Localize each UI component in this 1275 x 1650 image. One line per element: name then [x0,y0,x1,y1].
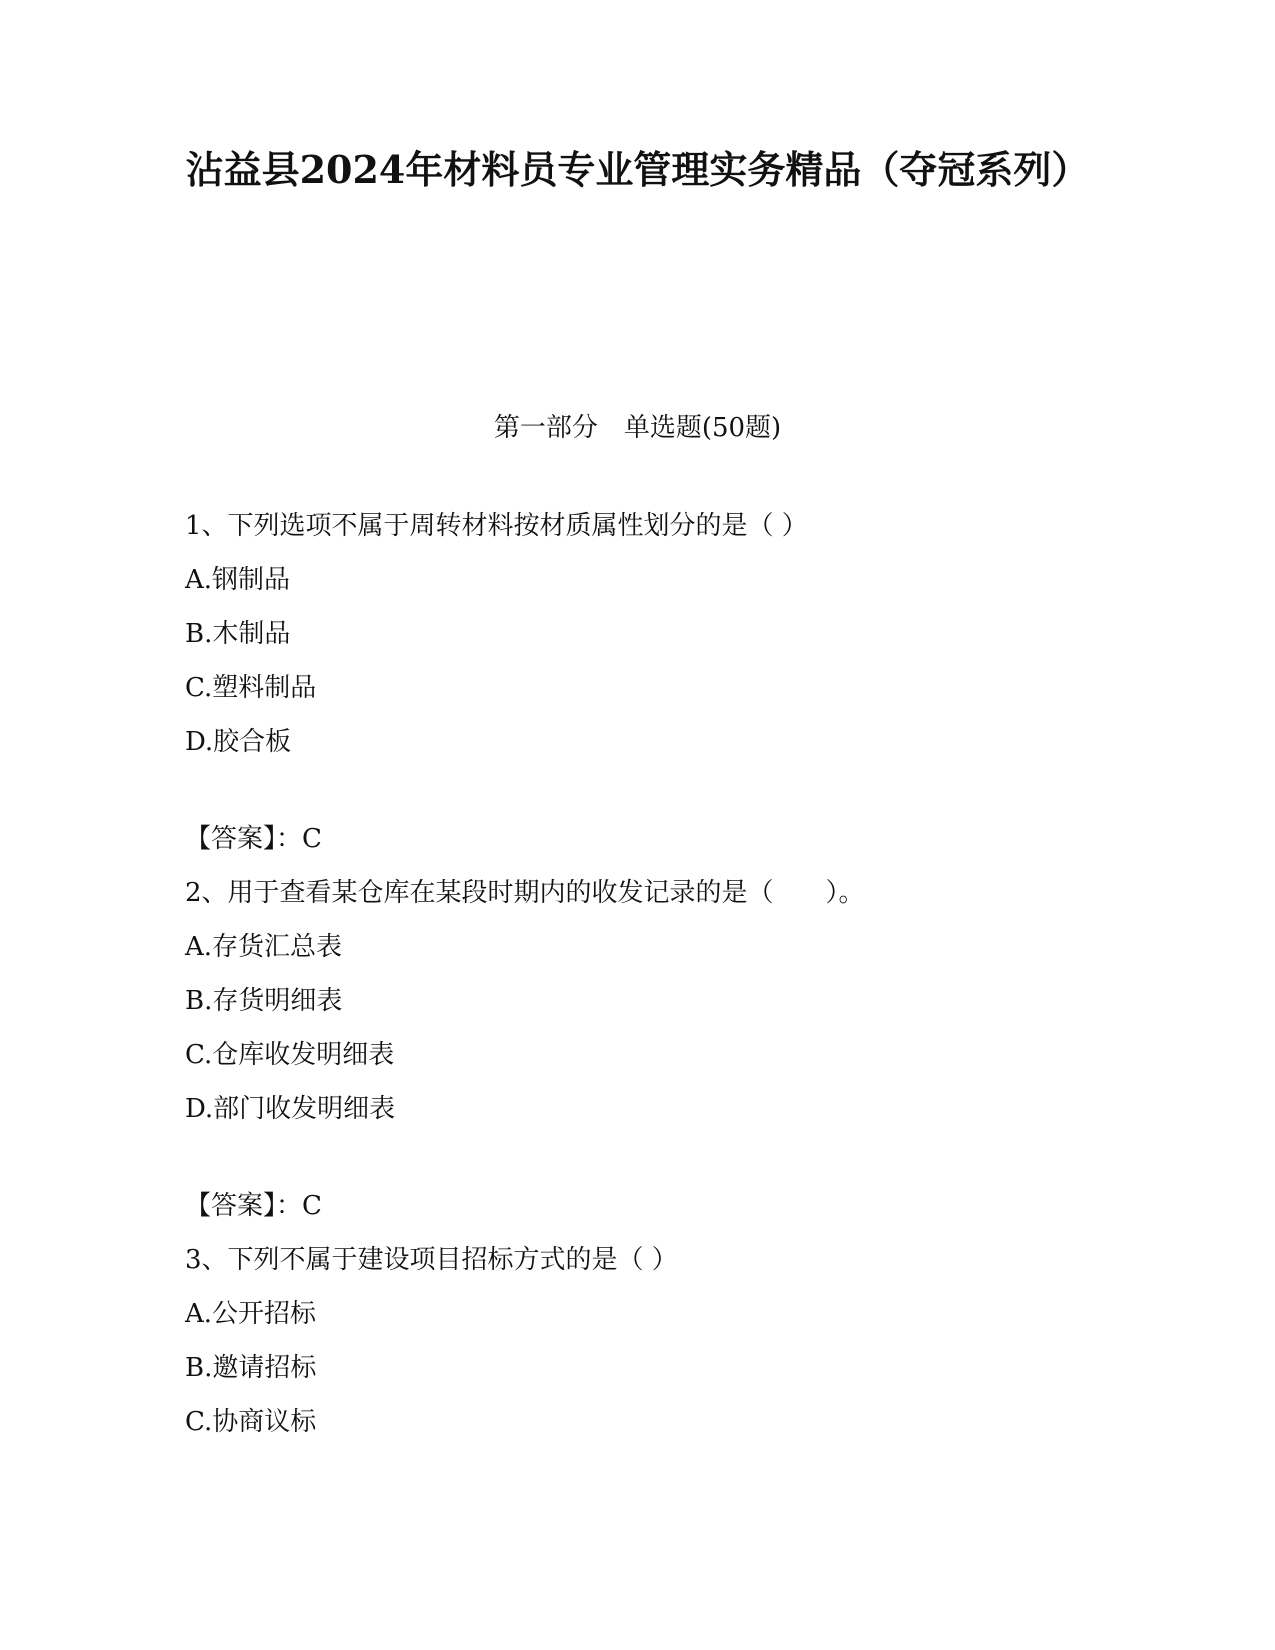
question-stem: 1、下列选项不属于周转材料按材质属性划分的是（ ） [185,511,808,541]
option-d: D.部门收发明细表 [185,1094,396,1124]
answer-label: 【答案】： [185,1191,303,1221]
option-a: A.存货汇总表 [185,932,343,962]
option-b: B.存货明细表 [185,986,343,1016]
option-b: B.木制品 [185,619,291,649]
question-stem: 2、用于查看某仓库在某段时期内的收发记录的是（ ）。 [185,878,865,908]
option-b: B.邀请招标 [185,1353,317,1383]
document-title: 沾益县2024年材料员专业管理实务精品（夺冠系列） [185,147,1090,192]
question-item [185,510,1115,855]
option-d: D.胶合板 [185,727,292,757]
answer-line [185,823,1115,855]
option-a: A.公开招标 [185,1299,317,1329]
option-c: C.协商议标 [185,1407,317,1437]
question-item [185,1244,1115,1438]
answer-line [185,1190,1115,1222]
option-a: A.钢制品 [185,565,291,595]
question-stem: 3、下列不属于建设项目招标方式的是（ ） [185,1245,678,1275]
question-list [185,510,1115,1438]
section-heading: 第一部分 单选题(50题) [493,413,782,443]
option-c: C.塑料制品 [185,673,317,703]
question-item [185,877,1115,1222]
answer-value: C [302,1191,322,1221]
answer-label: 【答案】： [185,824,303,854]
option-c: C.仓库收发明细表 [185,1040,395,1070]
answer-value: C [302,824,322,854]
